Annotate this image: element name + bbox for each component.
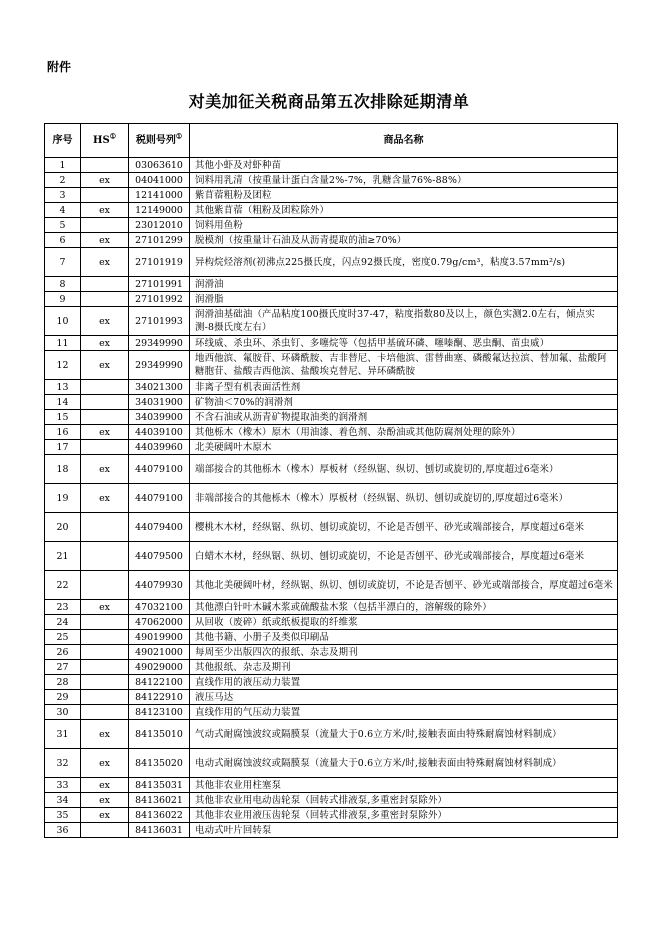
row-tariff-code-cell: 27101991 <box>129 277 190 292</box>
row-hs-cell: ex <box>81 307 129 336</box>
row-tariff-code-cell: 84123100 <box>129 705 190 720</box>
row-seq-cell: 16 <box>45 425 81 440</box>
table-row <box>45 720 618 749</box>
header-tariff-code-label: 税则号列 <box>135 135 176 146</box>
row-hs-cell: ex <box>81 248 129 277</box>
table-row <box>45 630 618 645</box>
exclusion-list-table <box>44 123 618 838</box>
row-hs-cell <box>81 690 129 705</box>
row-tariff-code-cell: 84135031 <box>129 778 190 793</box>
row-seq-cell: 22 <box>45 571 81 600</box>
row-hs-cell: ex <box>81 425 129 440</box>
row-seq-cell: 11 <box>45 336 81 351</box>
table-row <box>45 158 618 173</box>
row-seq-cell: 1 <box>45 158 81 173</box>
table-row <box>45 484 618 513</box>
row-hs-cell <box>81 277 129 292</box>
row-seq-cell: 7 <box>45 248 81 277</box>
row-tariff-code-cell: 49021000 <box>129 645 190 660</box>
row-tariff-code-cell: 44039100 <box>129 425 190 440</box>
header-hs-label: HS <box>93 135 110 146</box>
row-product-name-cell: 液压马达 <box>190 690 618 705</box>
row-product-name-cell: 矿物油＜70%的润滑剂 <box>190 395 618 410</box>
row-tariff-code-cell: 84135010 <box>129 720 190 749</box>
row-hs-cell: ex <box>81 749 129 778</box>
table-row <box>45 615 618 630</box>
row-hs-cell: ex <box>81 600 129 615</box>
table-row <box>45 336 618 351</box>
row-seq-cell: 8 <box>45 277 81 292</box>
row-seq-cell: 9 <box>45 292 81 307</box>
row-seq-cell: 19 <box>45 484 81 513</box>
row-seq-cell: 6 <box>45 233 81 248</box>
row-tariff-code-cell: 27101993 <box>129 307 190 336</box>
row-product-name-cell: 非离子型有机表面活性剂 <box>190 380 618 395</box>
row-hs-cell: ex <box>81 203 129 218</box>
row-seq-cell: 23 <box>45 600 81 615</box>
table-row <box>45 395 618 410</box>
table-row <box>45 823 618 838</box>
table-row <box>45 292 618 307</box>
document-title: 对美加征关税商品第五次排除延期清单 <box>188 92 470 111</box>
row-product-name-cell: 端部接合的其他栎木（橡木）厚板材（经纵锯、纵切、刨切或旋切的,厚度超过6毫米） <box>190 455 618 484</box>
row-product-name-cell: 脱模剂（按重量计石油及从沥青提取的油≥70%） <box>190 233 618 248</box>
table-row <box>45 410 618 425</box>
row-product-name-cell: 其他非农业用柱塞泵 <box>190 778 618 793</box>
table-row <box>45 188 618 203</box>
row-seq-cell: 30 <box>45 705 81 720</box>
table-row <box>45 455 618 484</box>
row-product-name-cell: 润滑油 <box>190 277 618 292</box>
row-product-name-cell: 北美硬阔叶木原木 <box>190 440 618 455</box>
table-row <box>45 203 618 218</box>
row-product-name-cell: 其他小虾及对虾种苗 <box>190 158 618 173</box>
row-hs-cell <box>81 395 129 410</box>
row-product-name-cell: 非端部接合的其他栎木（橡木）厚板材（经纵锯、纵切、刨切或旋切的,厚度超过6毫米） <box>190 484 618 513</box>
row-product-name-cell: 其他报纸、杂志及期刊 <box>190 660 618 675</box>
row-tariff-code-cell: 44079100 <box>129 484 190 513</box>
row-product-name-cell: 白蜡木木材，经纵锯、纵切、刨切或旋切，不论是否刨平、砂光或端部接合，厚度超过6毫米 <box>190 542 618 571</box>
row-seq-cell: 26 <box>45 645 81 660</box>
row-hs-cell: ex <box>81 778 129 793</box>
row-seq-cell: 27 <box>45 660 81 675</box>
row-tariff-code-cell: 84122100 <box>129 675 190 690</box>
row-seq-cell: 32 <box>45 749 81 778</box>
table-row <box>45 542 618 571</box>
row-product-name-cell: 其他栎木（橡木）原木（用油漆、着色剂、杂酚油或其他防腐剂处理的除外） <box>190 425 618 440</box>
row-product-name-cell: 不含石油或从沥青矿物提取油类的润滑剂 <box>190 410 618 425</box>
row-hs-cell <box>81 158 129 173</box>
row-hs-cell: ex <box>81 793 129 808</box>
row-seq-cell: 12 <box>45 351 81 380</box>
table-row <box>45 675 618 690</box>
table-row <box>45 571 618 600</box>
row-seq-cell: 29 <box>45 690 81 705</box>
row-tariff-code-cell: 84135020 <box>129 749 190 778</box>
row-hs-cell <box>81 615 129 630</box>
row-seq-cell: 33 <box>45 778 81 793</box>
row-seq-cell: 24 <box>45 615 81 630</box>
row-seq-cell: 3 <box>45 188 81 203</box>
row-tariff-code-cell: 47032100 <box>129 600 190 615</box>
table-header-row <box>45 124 618 158</box>
row-product-name-cell: 环线威、杀虫环、杀虫钉、多噻烷等（包括甲基硫环磷、噻嗪酮、恶虫酮、苗虫威） <box>190 336 618 351</box>
table-row <box>45 248 618 277</box>
header-product-name: 商品名称 <box>190 124 618 158</box>
table-row <box>45 425 618 440</box>
table-row <box>45 307 618 336</box>
row-tariff-code-cell: 12149000 <box>129 203 190 218</box>
table-body <box>45 158 618 838</box>
header-tariff-code <box>129 124 190 158</box>
row-product-name-cell: 每周至少出版四次的报纸、杂志及期刊 <box>190 645 618 660</box>
row-hs-cell: ex <box>81 455 129 484</box>
row-seq-cell: 28 <box>45 675 81 690</box>
row-tariff-code-cell: 29349990 <box>129 351 190 380</box>
row-tariff-code-cell: 49019900 <box>129 630 190 645</box>
row-seq-cell: 20 <box>45 513 81 542</box>
row-tariff-code-cell: 03063610 <box>129 158 190 173</box>
row-tariff-code-cell: 44079930 <box>129 571 190 600</box>
row-hs-cell: ex <box>81 351 129 380</box>
row-hs-cell <box>81 440 129 455</box>
row-seq-cell: 14 <box>45 395 81 410</box>
table-row <box>45 749 618 778</box>
table-row <box>45 660 618 675</box>
row-tariff-code-cell: 12141000 <box>129 188 190 203</box>
table-row <box>45 600 618 615</box>
row-hs-cell <box>81 513 129 542</box>
row-product-name-cell: 樱桃木木材，经纵锯、纵切、刨切或旋切，不论是否刨平、砂光或端部接合，厚度超过6毫米 <box>190 513 618 542</box>
row-tariff-code-cell: 84122910 <box>129 690 190 705</box>
row-seq-cell: 25 <box>45 630 81 645</box>
row-hs-cell: ex <box>81 808 129 823</box>
header-hs <box>81 124 129 158</box>
table-row <box>45 645 618 660</box>
table-row <box>45 218 618 233</box>
table-row <box>45 380 618 395</box>
row-seq-cell: 21 <box>45 542 81 571</box>
row-product-name-cell: 紫苜蓿粗粉及团粒 <box>190 188 618 203</box>
row-tariff-code-cell: 34039900 <box>129 410 190 425</box>
row-seq-cell: 13 <box>45 380 81 395</box>
header-hs-footnote-mark: ① <box>109 131 116 141</box>
row-seq-cell: 31 <box>45 720 81 749</box>
row-seq-cell: 10 <box>45 307 81 336</box>
row-hs-cell <box>81 660 129 675</box>
row-product-name-cell: 其他非农业用电动齿轮泵（回转式排液泵,多重密封泵除外） <box>190 793 618 808</box>
row-product-name-cell: 其他紫苜蓿（粗粉及团粒除外） <box>190 203 618 218</box>
row-hs-cell <box>81 823 129 838</box>
row-tariff-code-cell: 27101299 <box>129 233 190 248</box>
row-tariff-code-cell: 84136021 <box>129 793 190 808</box>
annex-label: 附件 <box>47 60 72 74</box>
row-tariff-code-cell: 27101919 <box>129 248 190 277</box>
row-product-name-cell: 其他非农业用液压齿轮泵（回转式排液泵,多重密封泵除外） <box>190 808 618 823</box>
row-hs-cell: ex <box>81 173 129 188</box>
row-tariff-code-cell: 84136031 <box>129 823 190 838</box>
row-product-name-cell: 其他北美硬阔叶材，经纵锯、纵切、刨切或旋切，不论是否刨平、砂光或端部接合，厚度超过6毫米 <box>190 571 618 600</box>
row-seq-cell: 35 <box>45 808 81 823</box>
table-row <box>45 277 618 292</box>
row-tariff-code-cell: 34021300 <box>129 380 190 395</box>
row-tariff-code-cell: 44079500 <box>129 542 190 571</box>
row-tariff-code-cell: 44079400 <box>129 513 190 542</box>
row-product-name-cell: 其他书籍、小册子及类似印刷品 <box>190 630 618 645</box>
row-tariff-code-cell: 44039960 <box>129 440 190 455</box>
table-row <box>45 808 618 823</box>
table-row <box>45 513 618 542</box>
row-product-name-cell: 润滑油基础油（产品粘度100摄氏度时37-47，粘度指数80及以上，颜色实测2.0左右，倾点实测-8摄氏度左右） <box>190 307 618 336</box>
row-hs-cell <box>81 675 129 690</box>
table-row <box>45 793 618 808</box>
row-product-name-cell: 直线作用的气压动力装置 <box>190 705 618 720</box>
row-product-name-cell: 电动式耐腐蚀波纹或隔膜泵（流量大于0.6立方米/时,接触表面由特殊耐腐蚀材料制成） <box>190 749 618 778</box>
header-tariff-code-footnote-mark: ① <box>175 131 183 141</box>
table-row <box>45 705 618 720</box>
table-row <box>45 173 618 188</box>
row-seq-cell: 18 <box>45 455 81 484</box>
row-product-name-cell: 其他漂白针叶木碱木浆或硫酸盐木浆（包括半漂白的，溶解级的除外） <box>190 600 618 615</box>
row-tariff-code-cell: 49029000 <box>129 660 190 675</box>
table-row <box>45 440 618 455</box>
row-hs-cell <box>81 188 129 203</box>
row-hs-cell <box>81 571 129 600</box>
row-tariff-code-cell: 04041000 <box>129 173 190 188</box>
row-seq-cell: 36 <box>45 823 81 838</box>
row-tariff-code-cell: 34031900 <box>129 395 190 410</box>
table-row <box>45 690 618 705</box>
row-product-name-cell: 饲料用乳清（按重量计蛋白含量2%-7%，乳糖含量76%-88%） <box>190 173 618 188</box>
table-row <box>45 233 618 248</box>
row-hs-cell <box>81 630 129 645</box>
row-tariff-code-cell: 23012010 <box>129 218 190 233</box>
row-tariff-code-cell: 47062000 <box>129 615 190 630</box>
table-row <box>45 351 618 380</box>
row-seq-cell: 34 <box>45 793 81 808</box>
row-hs-cell <box>81 645 129 660</box>
row-product-name-cell: 从回收（废碎）纸或纸板提取的纤维浆 <box>190 615 618 630</box>
row-hs-cell <box>81 542 129 571</box>
row-hs-cell <box>81 380 129 395</box>
row-hs-cell <box>81 292 129 307</box>
row-product-name-cell: 电动式叶片回转泵 <box>190 823 618 838</box>
row-hs-cell: ex <box>81 484 129 513</box>
row-product-name-cell: 异构烷烃溶剂(初沸点225摄氏度，闪点92摄氏度，密度0.79g/cm³，粘度3.57mm²/s) <box>190 248 618 277</box>
row-tariff-code-cell: 27101992 <box>129 292 190 307</box>
row-hs-cell <box>81 410 129 425</box>
row-hs-cell: ex <box>81 720 129 749</box>
header-seq: 序号 <box>45 124 81 158</box>
row-product-name-cell: 饲料用鱼粉 <box>190 218 618 233</box>
row-seq-cell: 4 <box>45 203 81 218</box>
row-product-name-cell: 润滑脂 <box>190 292 618 307</box>
row-hs-cell: ex <box>81 233 129 248</box>
row-hs-cell <box>81 218 129 233</box>
row-product-name-cell: 气动式耐腐蚀波纹或隔膜泵（流量大于0.6立方米/时,接触表面由特殊耐腐蚀材料制成） <box>190 720 618 749</box>
row-tariff-code-cell: 84136022 <box>129 808 190 823</box>
row-seq-cell: 15 <box>45 410 81 425</box>
row-hs-cell: ex <box>81 336 129 351</box>
row-tariff-code-cell: 44079100 <box>129 455 190 484</box>
row-seq-cell: 2 <box>45 173 81 188</box>
row-hs-cell <box>81 705 129 720</box>
row-seq-cell: 17 <box>45 440 81 455</box>
table-row <box>45 778 618 793</box>
row-product-name-cell: 直线作用的液压动力装置 <box>190 675 618 690</box>
row-tariff-code-cell: 29349990 <box>129 336 190 351</box>
row-product-name-cell: 地西他滨、氟胺苷、环磷酰胺、吉非替尼、卡培他滨、雷替曲塞、磷酸氟达拉滨、替加氟、盐酸阿糖胞苷、盐酸吉西他滨、盐酸埃克替尼、异环磷酰胺 <box>190 351 618 380</box>
row-seq-cell: 5 <box>45 218 81 233</box>
